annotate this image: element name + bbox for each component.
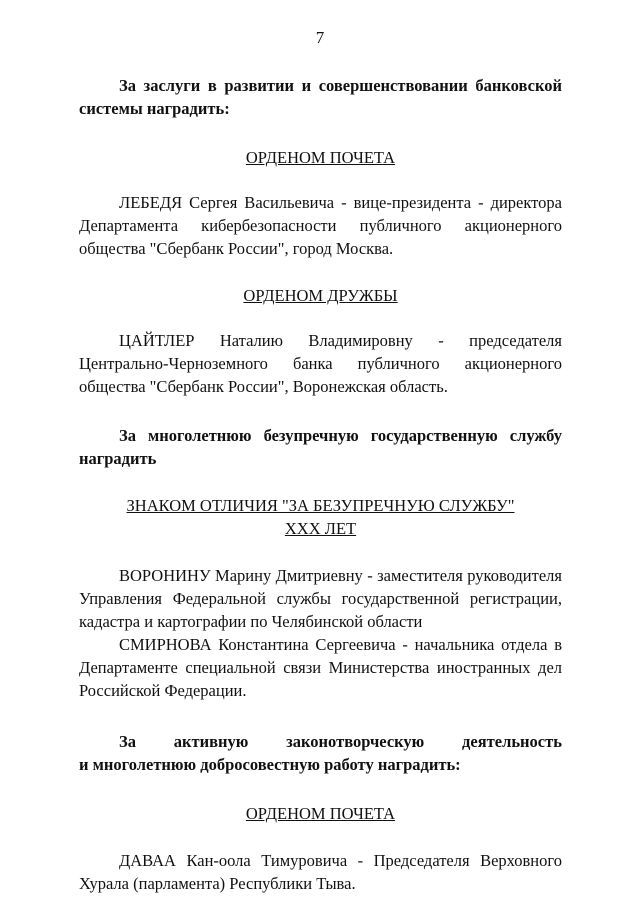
section-heading-line2: и многолетнюю добросовестную работу наградить: xyxy=(79,755,461,774)
heading-word: законотворческую xyxy=(286,732,425,751)
heading-word: деятельность xyxy=(462,732,562,751)
award-title: ЗНАКОМ ОТЛИЧИЯ "ЗА БЕЗУПРЕЧНУЮ СЛУЖБУ" xyxy=(126,496,515,515)
recipient-paragraph: ЛЕБЕДЯ Сергея Васильевича - вице-президента - директора Департамента кибербезопасности публичного акционерного общества "Сбербанк России", город Москва. xyxy=(79,193,562,258)
page-number: 7 xyxy=(315,28,325,47)
section-heading: За многолетнюю безупречную государственную службу наградить xyxy=(79,426,562,468)
recipient-paragraph: СМИРНОВА Константина Сергеевича - начальника отдела в Департаменте специальной связи Министерства иностранных дел Российской Федерации. xyxy=(79,635,562,700)
recipient-paragraph: ВОРОНИНУ Марину Дмитриевну - заместителя руководителя Управления Федеральной службы государственной регистрации, кадастра и картографии по Челябинской области xyxy=(79,566,562,631)
heading-word: За xyxy=(119,732,136,751)
award-title: ОРДЕНОМ ПОЧЕТА xyxy=(245,804,396,823)
section-heading-line1 xyxy=(79,730,562,753)
section-heading: За заслуги в развитии и совершенствовании банковской системы наградить: xyxy=(79,76,562,118)
document-body xyxy=(79,74,562,895)
award-title: ОРДЕНОМ ДРУЖБЫ xyxy=(243,286,398,305)
heading-word: активную xyxy=(173,732,249,751)
recipient-paragraph: ДАВАА Кан-оола Тимуровича - Председателя Верховного Хурала (парламента) Республики Тыва. xyxy=(79,851,562,893)
award-title-line2: XXX ЛЕТ xyxy=(284,519,357,538)
award-title: ОРДЕНОМ ПОЧЕТА xyxy=(245,148,396,167)
recipient-paragraph: ЦАЙТЛЕР Наталию Владимировну - председателя Центрально-Черноземного банка публичного акционерного общества "Сбербанк России", Воронежская область. xyxy=(79,331,562,396)
